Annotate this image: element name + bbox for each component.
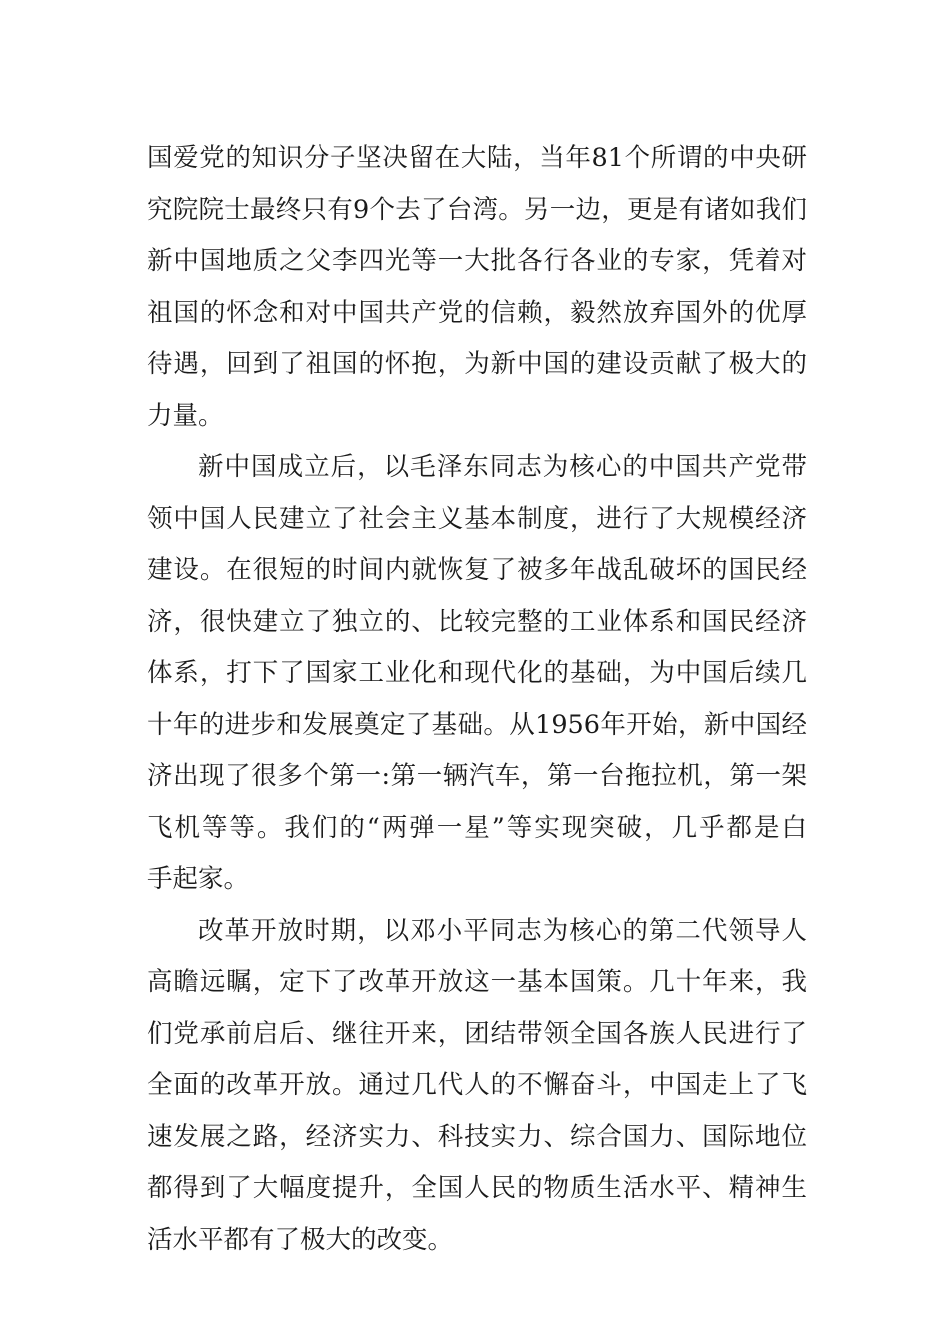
paragraph-line: 济出现了很多个第一:第一辆汽车，第一台拖拉机，第一架 (147, 761, 807, 791)
paragraph-line: 手起家。 (147, 864, 250, 894)
paragraph-line: 新中国成立后，以毛泽东同志为核心的中国共产党带 (198, 452, 807, 482)
paragraph-line: 体系，打下了国家工业化和现代化的基础，为中国后续几 (147, 658, 807, 688)
paragraph-line: 领中国人民建立了社会主义基本制度，进行了大规模经济 (147, 503, 807, 534)
paragraph-line: 济，很快建立了独立的、比较完整的工业体系和国民经济 (147, 606, 807, 637)
paragraph-2 (147, 442, 807, 906)
paragraph-line: 改革开放时期，以邓小平同志为核心的第二代领导人 (198, 915, 807, 946)
paragraph-1 (147, 133, 807, 442)
paragraph-line: 力量。 (147, 400, 224, 431)
paragraph-line: 们党承前启后、继往开来，团结带领全国各族人民进行了 (147, 1018, 807, 1049)
paragraph-line: 活水平都有了极大的改变。 (147, 1224, 454, 1255)
document-body (147, 133, 807, 1266)
paragraph-line: 究院院士最终只有9个去了台湾。另一边，更是有诸如我们 (147, 194, 807, 225)
paragraph-3 (147, 906, 807, 1267)
paragraph-line: 祖国的怀念和对中国共产党的信赖，毅然放弃国外的优厚 (147, 297, 807, 328)
paragraph-line: 全面的改革开放。通过几代人的不懈奋斗，中国走上了飞 (147, 1070, 807, 1100)
paragraph-line: 新中国地质之父李四光等一大批各行各业的专家，凭着对 (147, 246, 807, 276)
paragraph-line: 高瞻远瞩，定下了改革开放这一基本国策。几十年来，我 (147, 967, 807, 997)
paragraph-line: 国爱党的知识分子坚决留在大陆，当年81个所谓的中央研 (147, 143, 807, 173)
paragraph-line: 速发展之路，经济实力、科技实力、综合国力、国际地位 (147, 1121, 807, 1152)
paragraph-line: 都得到了大幅度提升，全国人民的物质生活水平、精神生 (147, 1173, 807, 1203)
paragraph-line: 建设。在很短的时间内就恢复了被多年战乱破坏的国民经 (147, 555, 807, 585)
paragraph-line: 待遇，回到了祖国的怀抱，为新中国的建设贡献了极大的 (147, 349, 807, 379)
paragraph-line: 十年的进步和发展奠定了基础。从1956年开始，新中国经 (147, 709, 807, 740)
paragraph-line: 飞机等等。我们的“两弹一星”等实现突破，几乎都是白 (147, 812, 807, 843)
